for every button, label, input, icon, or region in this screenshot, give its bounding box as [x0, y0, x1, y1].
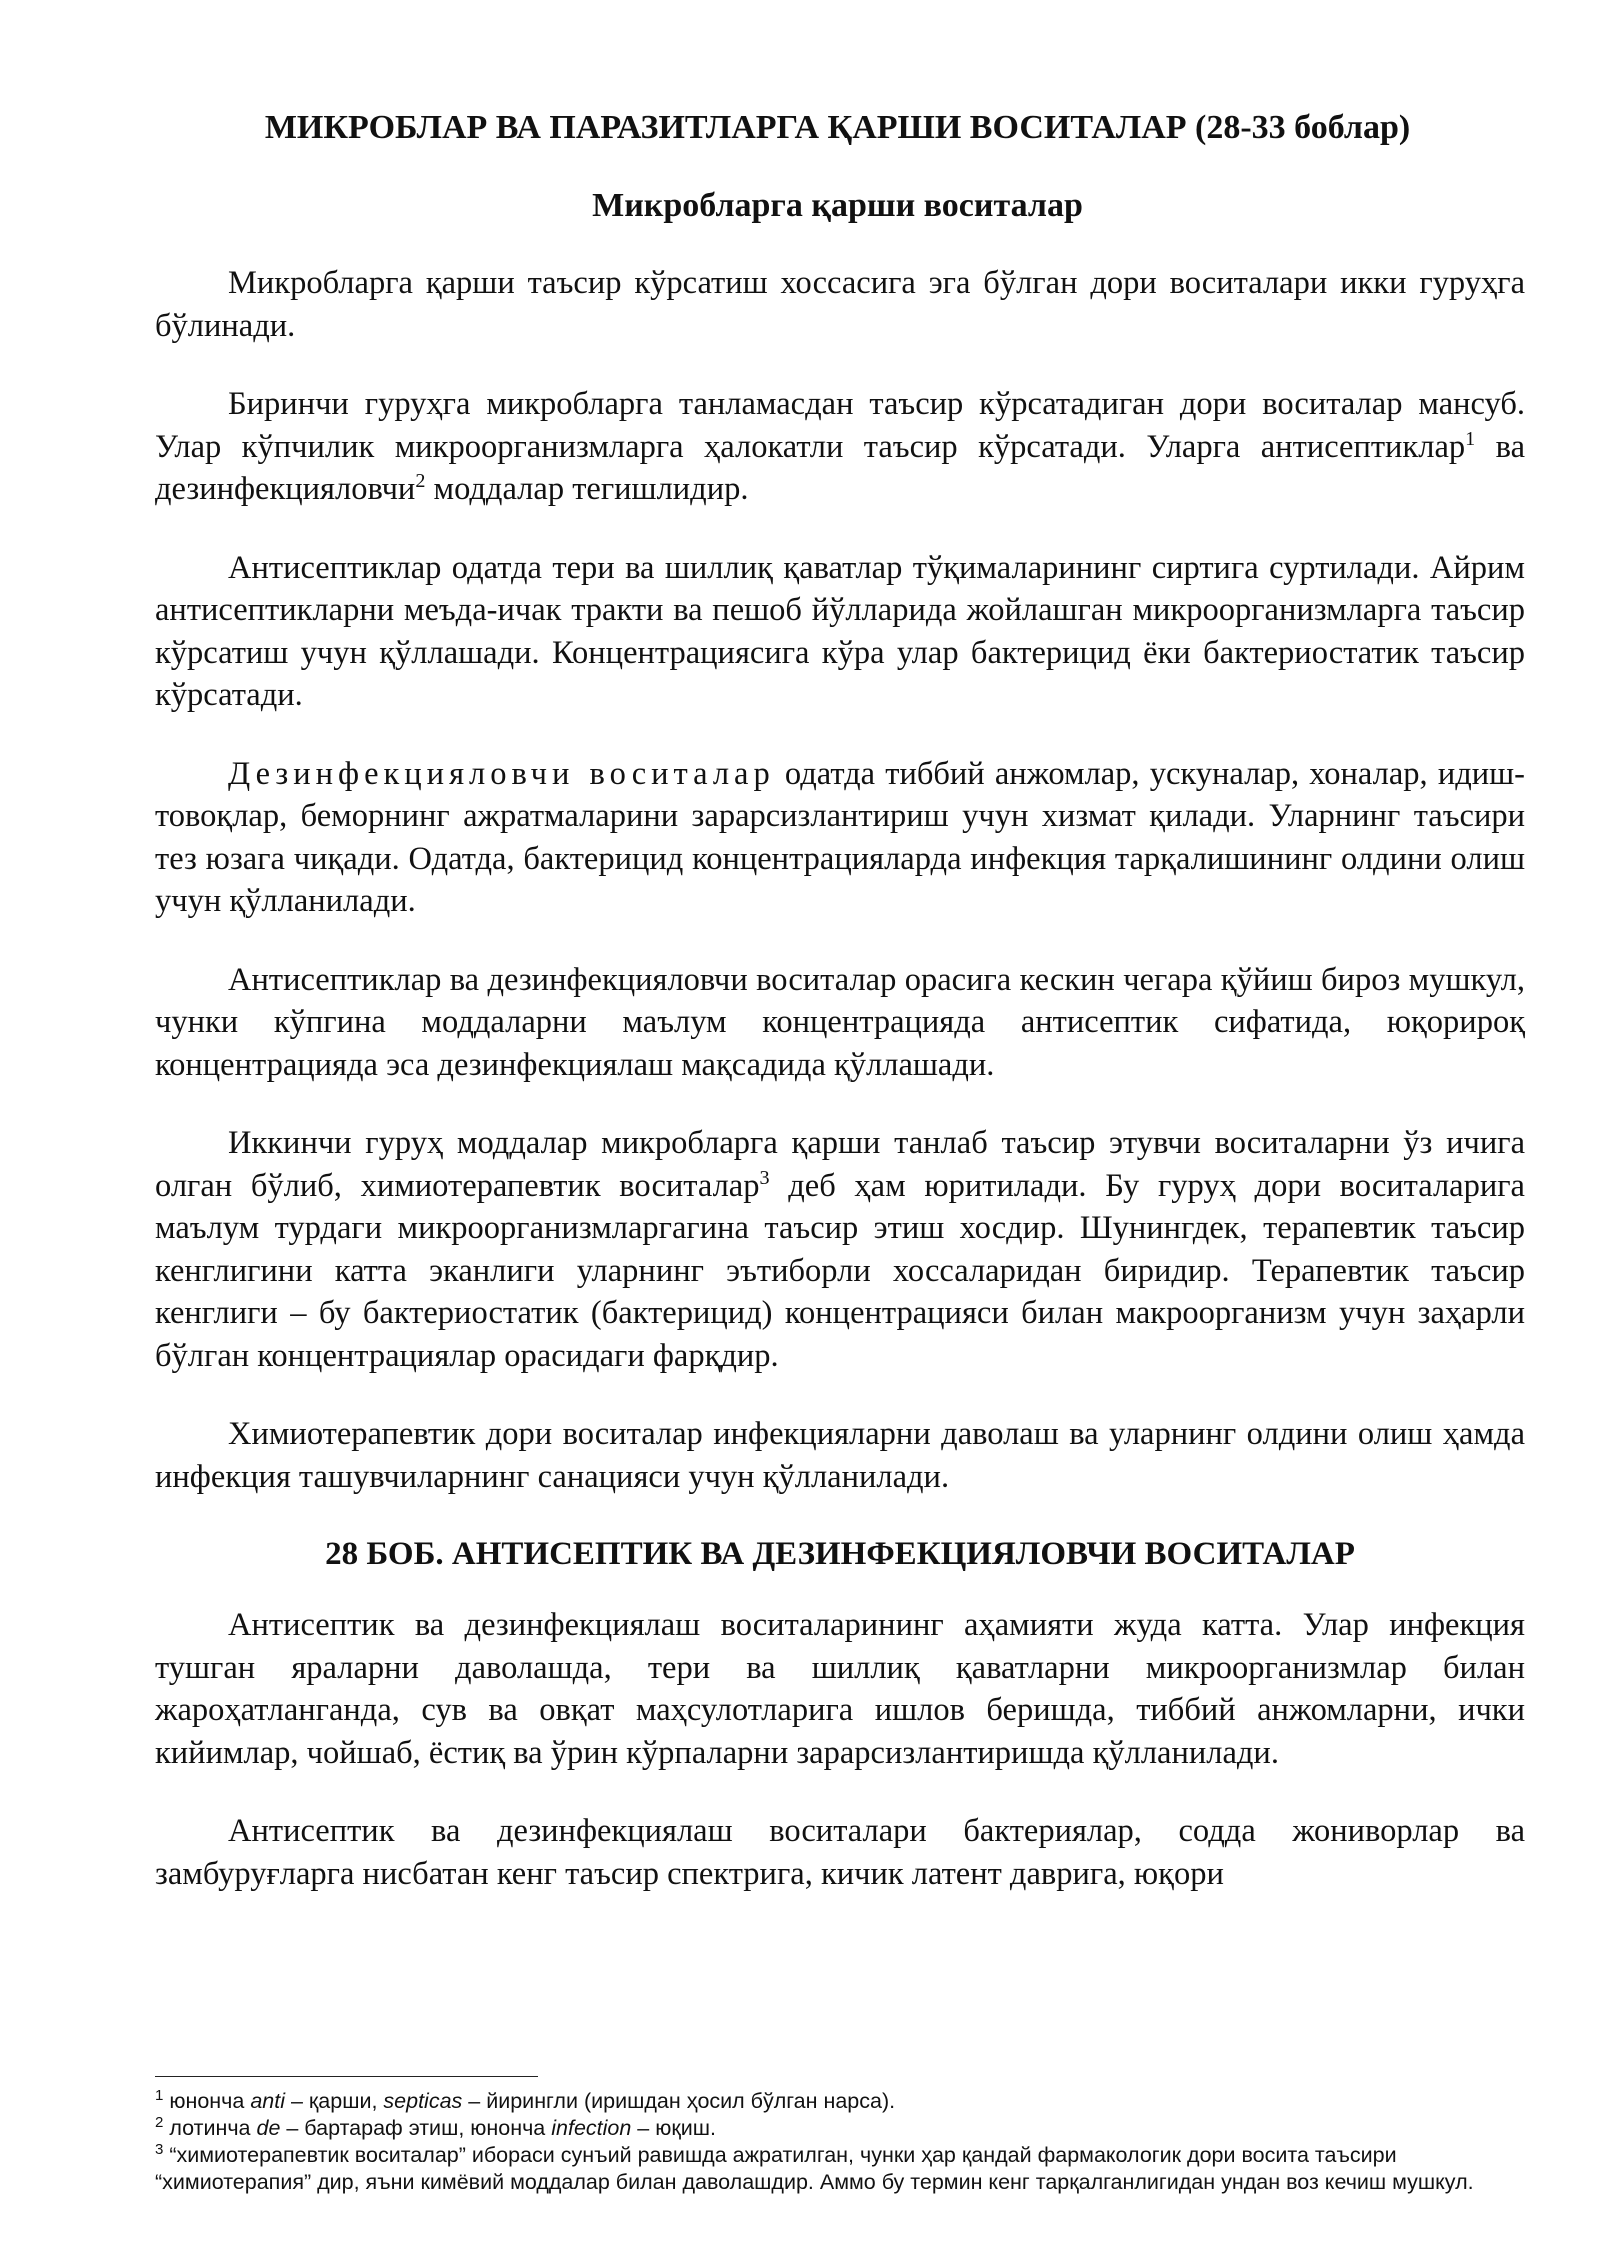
- footnote-2-number: 2: [155, 2113, 164, 2131]
- paragraph-1: Микробларга қарши таъсир кўрсатиш хоссасига эга бўлган дори воситалари икки гуруҳга бўлинади.: [155, 265, 1525, 344]
- footnote-1-number: 1: [155, 2086, 164, 2104]
- footnote-3: [155, 2142, 1515, 2196]
- footnote-1-text-a: юнонча: [163, 2089, 251, 2113]
- footnote-3-text: “химиотерапевтик воситалар” ибораси сунъий равишда ажратилган, чунки ҳар қандай фармакологик дори восита таъсири “химиотерапия” дир, яъни кимёвий моддалар билан даволашдир. Аммо бу термин кенг тарқалганлигидан ундан воз кечиш мушкул.: [155, 2143, 1474, 2194]
- paragraph-2-text-c: моддалар тегишлидир.: [425, 471, 749, 507]
- paragraph-2: [155, 383, 1525, 511]
- footnote-2-text-a: лотинча: [163, 2116, 257, 2140]
- footnote-2-text-c: – юқиш.: [631, 2116, 716, 2140]
- body-text: [155, 262, 1525, 1931]
- footnote-1-text-c: – йирингли (иришдан ҳосил бўлган нарса).: [462, 2089, 896, 2113]
- paragraph-7: Химиотерапевтик дори воситалар инфекцияларни даволаш ва уларнинг олдини олиш ҳамда инфекция ташувчиларнинг санацияси учун қўлланилади.: [155, 1416, 1525, 1495]
- footnote-ref-3[interactable]: 3: [759, 1166, 770, 1189]
- footnote-2-text-b: – бартараф этиш, юнонча: [280, 2116, 552, 2140]
- paragraph-8: Антисептик ва дезинфекциялаш воситаларининг аҳамияти жуда катта. Улар инфекция тушган яраларни даволашда, тери ва шиллиқ қаватларни микроорганизмлар билан жароҳатланганда, сув ва овқат маҳсулотларига ишлов беришда, тиббий анжомларни, ички кийимлар, чойшаб, ёстиқ ва ўрин кўрпаларни зарарсизлантиришда қўлланилади.: [155, 1607, 1525, 1771]
- document-title: МИКРОБЛАР ВА ПАРАЗИТЛАРГА ҚАРШИ ВОСИТАЛАР (28-33 боблар): [264, 109, 1411, 146]
- paragraph-6-text-b: деб ҳам юритилади. Бу гуруҳ дори воситаларига маълум турдаги микроорганизмларгагина таъсир этиш хосдир. Шунингдек, терапевтик таъсир кенглигини катта эканлиги уларнинг эътиборли хоссаларидан биридир. Терапевтик таъсир кенглиги – бу бактериостатик (бактерицид) концентрацияси билан макроорганизм учун заҳарли бўлган концентрациялар орасидаги фарқдир.: [155, 1167, 1525, 1374]
- footnote-2: [155, 2115, 1515, 2142]
- paragraph-2-text-a: Биринчи гуруҳга микробларга танламасдан таъсир кўрсатадиган дори воситалар мансуб. Улар кўпчилик микроорганизмларга ҳалокатли таъсир кўрсатади. Уларга антисептиклар: [155, 386, 1525, 465]
- section-title: Микробларга қарши воситалар: [592, 187, 1083, 224]
- footnote-1: [155, 2088, 1515, 2115]
- paragraph-3: Антисептиклар одатда тери ва шиллиқ қаватлар тўқималарининг сиртига суртилади. Айрим антисептикларни меъда-ичак тракти ва пешоб йўлларида жойлашган микроорганизмларга таъсир кўрсатиш учун қўллашади. Концентрациясига кўра улар бактерицид ёки бактериостатик таъсир кўрсатади.: [155, 549, 1525, 713]
- footnote-1-term-2: septicas: [383, 2089, 463, 2113]
- paragraph-6: [155, 1122, 1525, 1377]
- paragraph-6-text-a: Иккинчи гуруҳ моддалар микробларга қарши танлаб таъсир этувчи воситаларни ўз ичига олган бўлиб, химиотерапевтик воситалар: [155, 1125, 1525, 1204]
- footnote-3-number: 3: [155, 2140, 164, 2158]
- footnote-ref-2[interactable]: 2: [415, 470, 426, 493]
- footnote-1-term-1: anti: [250, 2089, 285, 2113]
- paragraph-4: [155, 753, 1525, 923]
- footnote-ref-1[interactable]: 1: [1465, 427, 1476, 450]
- spaced-term: Дезинфекцияловчи воситалар: [228, 755, 775, 792]
- footnote-2-term-2: infection: [551, 2116, 632, 2140]
- paragraph-2-text-b: ва дезинфекцияловчи: [155, 428, 1525, 507]
- paragraph-9: Антисептик ва дезинфекциялаш воситалари бактериялар, содда жониворлар ва замбуруғларга нисбатан кенг таъсир спектрига, кичик латент даврига, юқори: [155, 1813, 1525, 1892]
- paragraph-5: Антисептиклар ва дезинфекцияловчи воситалар орасига кескин чегара қўйиш бироз мушкул, чунки кўпгина моддаларни маълум концентрацияда антисептик сифатида, юқорироқ концентрацияда эса дезинфекциялаш мақсадида қўллашади.: [155, 961, 1525, 1083]
- chapter-title: 28 БОБ. АНТИСЕПТИК ВА ДЕЗИНФЕКЦИЯЛОВЧИ ВОСИТАЛАР: [325, 1536, 1355, 1572]
- footnote-1-text-b: – қарши,: [284, 2089, 384, 2113]
- paragraph-4-text: одатда тиббий анжомлар, ускуналар, хоналар, идиш-товоқлар, беморнинг ажратмаларини зарарсизлантириш учун хизмат қилади. Уларнинг таъсири тез юзага чиқади. Одатда, бактерицид концентрацияларда инфекция тарқалишининг олдини олиш учун қўлланилади.: [155, 755, 1525, 919]
- footnote-divider: [155, 2076, 538, 2077]
- footnotes: [155, 2088, 1515, 2196]
- footnote-2-term-1: de: [256, 2116, 281, 2140]
